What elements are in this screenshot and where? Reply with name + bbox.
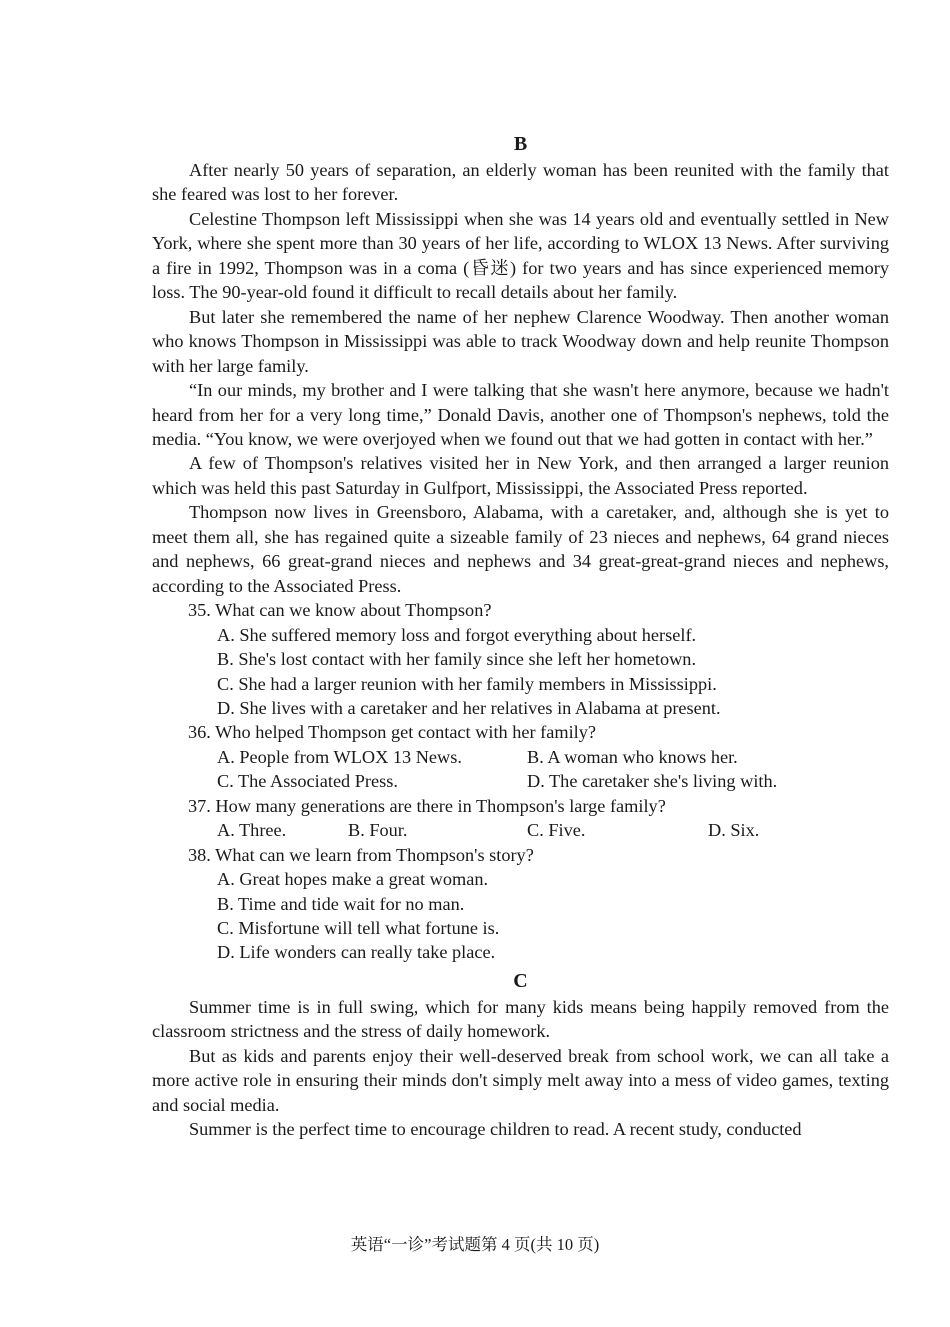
passage-paragraph: “In our minds, my brother and I were talking that she wasn't here anymore, because we hadn't heard from her for a very long time,” Donald Davis, another one of Thompson's nephews, told the media. “You know, we were overjoyed when we found out that we had gotten in contact with her.” <box>152 380 889 449</box>
question-35-option-b: B. She's lost contact with her family since she left her hometown. <box>217 649 697 670</box>
question-38-option-c: C. Misfortune will tell what fortune is. <box>217 918 500 938</box>
question-37-stem: 37. How many generations are there in Thompson's large family? <box>188 795 666 816</box>
question-37-option-c: C. Five. <box>527 820 586 841</box>
passage-paragraph: After nearly 50 years of separation, an elderly woman has been reunited with the family that she feared was lost to her forever. <box>152 160 889 205</box>
passage-paragraph: Summer is the perfect time to encourage children to read. A recent study, conducted <box>189 1119 802 1140</box>
section-c-heading: C <box>513 969 528 992</box>
question-37-option-a: A. Three. <box>217 820 287 841</box>
question-35-stem: 35. What can we know about Thompson? <box>188 600 492 621</box>
question-36-stem: 36. Who helped Thompson get contact with her family? <box>188 722 597 743</box>
question-35-option-d: D. She lives with a caretaker and her relatives in Alabama at present. <box>217 697 721 718</box>
exam-page <box>152 130 889 1142</box>
question-36-option-d: D. The caretaker she's living with. <box>527 771 778 792</box>
question-35-option-a: A. She suffered memory loss and forgot everything about herself. <box>217 624 697 645</box>
question-38-option-b: B. Time and tide wait for no man. <box>217 893 465 914</box>
question-37-options-row <box>152 818 889 842</box>
section-b-heading: B <box>513 133 528 155</box>
question-38-option-a: A. Great hopes make a great woman. <box>217 869 489 890</box>
passage-paragraph: But later she remembered the name of her nephew Clarence Woodway. Then another woman who knows Thompson in Mississippi was able to track Woodway down and help reunite Thompson with her large family. <box>152 306 889 376</box>
question-37-option-d: D. Six. <box>708 820 760 841</box>
question-37-option-b: B. Four. <box>348 820 408 841</box>
question-36-options-row-2 <box>152 769 889 793</box>
passage-paragraph: A few of Thompson's relatives visited her in New York, and then arranged a larger reunion which was held this past Saturday in Gulfport, Mississippi, the Associated Press reported. <box>152 453 889 498</box>
passage-paragraph: Celestine Thompson left Mississippi when she was 14 years old and eventually settled in New York, where she spent more than 30 years of her life, according to WLOX 13 News. After surviving a fire in 1992, Thompson was in a coma (昏迷) for two years and has since experienced memory loss. The 90-year-old found it difficult to recall details about her family. <box>152 208 889 303</box>
question-36-option-a: A. People from WLOX 13 News. <box>217 746 462 767</box>
passage-paragraph: But as kids and parents enjoy their well-deserved break from school work, we can all take a more active role in ensuring their minds don't simply melt away into a mess of video games, texting and social media. <box>152 1045 889 1115</box>
passage-paragraph: Summer time is in full swing, which for many kids means being happily removed from the classroom strictness and the stress of daily homework. <box>152 996 889 1042</box>
question-36-option-c: C. The Associated Press. <box>217 771 398 792</box>
question-36-option-b: B. A woman who knows her. <box>527 746 738 767</box>
passage-paragraph: Thompson now lives in Greensboro, Alabama, with a caretaker, and, although she is yet to meet them all, she has regained quite a sizeable family of 23 nieces and nephews, 64 grand nieces and nephews, 66 great-grand nieces and nephews and 34 great-great-grand nieces and nephews, according to the Associated Press. <box>152 502 889 596</box>
question-35-option-c: C. She had a larger reunion with her family members in Mississippi. <box>217 673 717 694</box>
page-footer: 英语“一诊”考试题第 4 页(共 10 页) <box>350 1235 600 1254</box>
question-36-options-row-1 <box>152 745 889 769</box>
question-38-stem: 38. What can we learn from Thompson's story? <box>188 844 534 865</box>
question-38-option-d: D. Life wonders can really take place. <box>217 942 496 963</box>
